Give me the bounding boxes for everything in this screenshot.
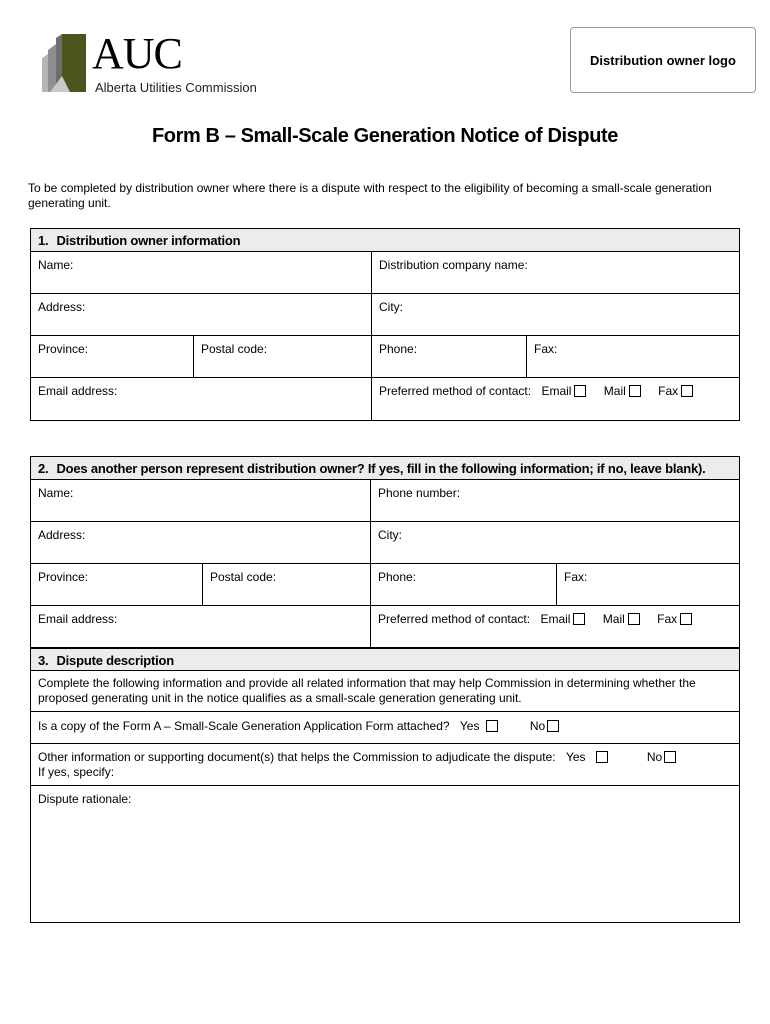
s1-row-address	[31, 294, 739, 336]
s2-name-field[interactable]: Name:	[31, 480, 371, 521]
s2-row-email	[31, 606, 739, 648]
s3-other-yes-label: Yes	[565, 750, 586, 764]
s3-copy-question: Is a copy of the Form A – Small-Scale Generation Application Form attached?	[38, 719, 450, 733]
s2-phone-field[interactable]: Phone:	[371, 564, 557, 605]
s2-address-field[interactable]: Address:	[31, 522, 371, 563]
s2-opt-email-label: Email	[540, 612, 571, 626]
s3-copy-question-row	[31, 712, 739, 744]
s1-email-field[interactable]: Email address:	[31, 378, 372, 420]
section-2-number: 2.	[38, 461, 49, 476]
s3-specify-label: If yes, specify:	[38, 765, 115, 779]
section-1-heading	[31, 229, 739, 252]
logo-abbreviation: AUC	[92, 29, 182, 78]
s1-contact-method	[372, 378, 739, 420]
s2-fax-checkbox[interactable]	[680, 613, 692, 625]
s2-row-address	[31, 522, 739, 564]
s2-city-field[interactable]: City:	[378, 528, 402, 542]
section-3-number: 3.	[38, 653, 49, 668]
s2-preferred-label: Preferred method of contact:	[378, 612, 531, 626]
auc-logo-mark-icon	[40, 30, 90, 96]
intro-text: To be completed by distribution owner where there is a dispute with respect to the eligibility of becoming a small-scale generation generating unit.	[28, 181, 712, 210]
s1-phone-field[interactable]: Phone:	[372, 336, 527, 377]
section-2-heading	[31, 457, 739, 480]
s1-row-name	[31, 252, 739, 294]
s2-phone-number-field[interactable]: Phone number:	[378, 486, 461, 500]
section-1-number: 1.	[38, 233, 49, 248]
section-2-title: Does another person represent distribution owner? If yes, fill in the following information; if no, leave blank).	[56, 461, 706, 476]
s3-rationale-label: Dispute rationale:	[38, 792, 132, 806]
s2-opt-fax-label: Fax	[657, 612, 678, 626]
logo-full-name: Alberta Utilities Commission	[95, 80, 257, 95]
s3-instructions: Complete the following information and provide all related information that may help Commission in determining whether the proposed generating unit in the notice qualifies as a small-scale generation generating unit.	[31, 671, 739, 712]
section-3-heading	[31, 648, 739, 671]
s1-fax-field[interactable]: Fax:	[534, 342, 558, 356]
distribution-owner-logo-box	[570, 27, 756, 93]
s3-other-no-label: No	[646, 750, 663, 764]
s3-copy-yes-label: Yes	[459, 719, 480, 733]
s1-row-email	[31, 378, 739, 420]
s1-company-field[interactable]: Distribution company name:	[379, 258, 528, 272]
section-representative	[30, 456, 740, 923]
s3-other-question-row	[31, 744, 739, 786]
s1-postal-field[interactable]: Postal code:	[194, 336, 372, 377]
owner-logo-label: Distribution owner logo	[590, 52, 736, 68]
s1-opt-mail-label: Mail	[603, 384, 626, 398]
form-title: Form B – Small-Scale Generation Notice of Dispute	[151, 125, 619, 147]
s3-other-question: Other information or supporting document(s) that helps the Commission to adjudicate the dispute:	[38, 750, 556, 764]
s2-row-name	[31, 480, 739, 522]
s3-other-yes-checkbox[interactable]	[596, 751, 608, 763]
s2-email-field[interactable]: Email address:	[31, 606, 371, 647]
section-1-title: Distribution owner information	[56, 233, 241, 248]
s2-fax-field[interactable]: Fax:	[564, 570, 588, 584]
s3-copy-yes-checkbox[interactable]	[486, 720, 498, 732]
section-3-title: Dispute description	[56, 653, 175, 668]
s1-city-field[interactable]: City:	[379, 300, 403, 314]
auc-logo	[40, 30, 260, 100]
s1-preferred-label: Preferred method of contact:	[379, 384, 532, 398]
s2-postal-field[interactable]: Postal code:	[203, 564, 371, 605]
s1-province-field[interactable]: Province:	[31, 336, 194, 377]
s2-email-checkbox[interactable]	[573, 613, 585, 625]
s1-fax-checkbox[interactable]	[681, 385, 693, 397]
s1-opt-fax-label: Fax	[658, 384, 679, 398]
s1-mail-checkbox[interactable]	[629, 385, 641, 397]
s3-copy-no-label: No	[529, 719, 546, 733]
s1-email-checkbox[interactable]	[574, 385, 586, 397]
s3-other-no-checkbox[interactable]	[664, 751, 676, 763]
s1-row-province	[31, 336, 739, 378]
s2-row-province	[31, 564, 739, 606]
s2-province-field[interactable]: Province:	[31, 564, 203, 605]
s3-dispute-rationale-field[interactable]	[31, 786, 739, 922]
s2-mail-checkbox[interactable]	[628, 613, 640, 625]
s2-opt-mail-label: Mail	[602, 612, 625, 626]
s3-copy-no-checkbox[interactable]	[547, 720, 559, 732]
s2-contact-method	[371, 606, 739, 647]
s1-opt-email-label: Email	[541, 384, 572, 398]
section-distribution-owner	[30, 228, 740, 421]
s1-name-field[interactable]: Name:	[31, 252, 372, 293]
s1-address-field[interactable]: Address:	[31, 294, 372, 335]
